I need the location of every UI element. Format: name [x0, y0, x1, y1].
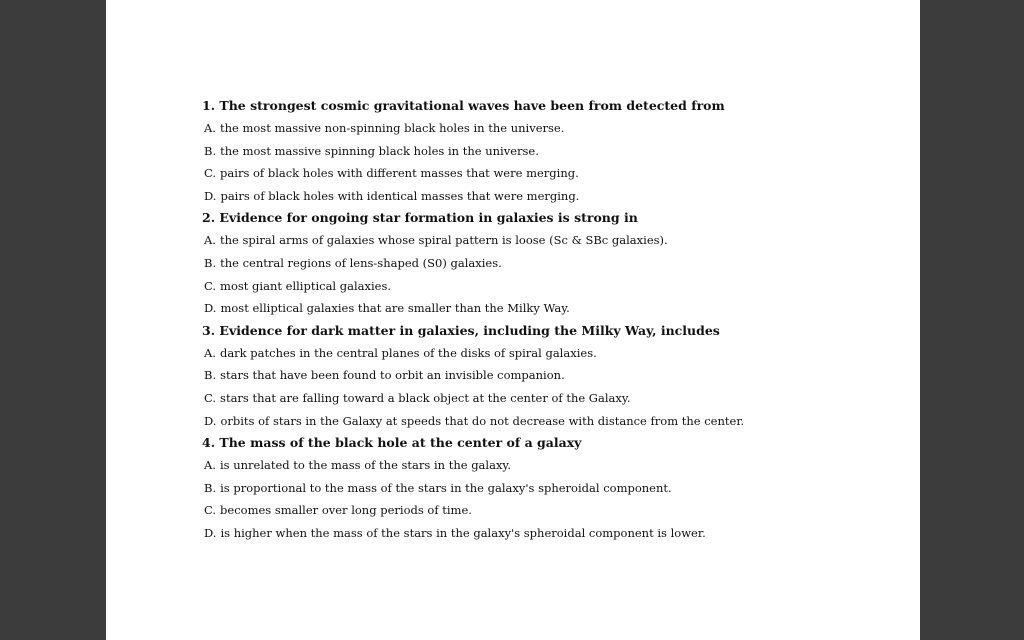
option-c — [202, 387, 902, 410]
question-text: The strongest cosmic gravitational waves have been from detected from — [219, 98, 725, 113]
option-a — [202, 454, 902, 477]
option-text: the most massive non-spinning black holes in the universe. — [219, 121, 565, 135]
question-heading — [202, 320, 902, 341]
option-text: the central regions of lens-shaped (S0) galaxies. — [220, 255, 502, 270]
option-a — [202, 117, 902, 140]
option-text: stars that are falling toward a black object at the center of the Galaxy. — [220, 390, 631, 405]
option-text: is unrelated to the mass of the stars in the galaxy. — [219, 458, 512, 473]
option-letter: D. — [204, 413, 217, 428]
option-c — [202, 499, 902, 522]
option-letter: A. — [204, 345, 216, 360]
option-letter: D. — [204, 188, 217, 203]
option-text: pairs of black holes with different masses that were merging. — [220, 166, 579, 181]
option-letter: D. — [204, 301, 217, 316]
option-letter: C. — [204, 278, 217, 293]
question-heading — [202, 95, 902, 116]
question-heading — [202, 432, 902, 453]
option-letter: B. — [204, 255, 217, 270]
option-letter: B. — [204, 480, 217, 495]
option-b — [202, 477, 902, 500]
option-d — [202, 297, 902, 320]
option-c — [202, 275, 902, 298]
option-d — [202, 410, 902, 433]
question-3 — [202, 320, 902, 432]
option-b — [202, 364, 902, 387]
option-text: the spiral arms of galaxies whose spiral pattern is loose (Sc & SBc galaxies). — [219, 233, 668, 248]
option-a — [202, 229, 902, 252]
question-number: 1. — [202, 98, 216, 113]
option-a — [202, 342, 902, 365]
option-text: stars that have been found to orbit an invisible companion. — [220, 368, 565, 383]
question-text: Evidence for ongoing star formation in galaxies is strong in — [219, 210, 638, 226]
option-letter: D. — [204, 525, 217, 540]
option-letter: C. — [204, 166, 217, 181]
option-letter: C. — [204, 390, 217, 405]
option-d — [202, 522, 902, 545]
question-number: 2. — [202, 210, 216, 226]
question-1 — [202, 95, 902, 207]
option-text: is proportional to the mass of the stars in the galaxy's spheroidal component. — [220, 480, 672, 495]
document-page — [106, 0, 920, 640]
option-text: most giant elliptical galaxies. — [220, 278, 392, 293]
question-list — [202, 95, 902, 545]
option-text: pairs of black holes with identical masses that were merging. — [220, 188, 580, 203]
option-text: the most massive spinning black holes in the universe. — [220, 143, 539, 158]
option-letter: A. — [204, 233, 216, 248]
option-letter: B. — [204, 143, 217, 158]
question-text: The mass of the black hole at the center of a galaxy — [219, 435, 582, 451]
option-text: dark patches in the central planes of the disks of spiral galaxies. — [219, 345, 597, 360]
option-text: orbits of stars in the Galaxy at speeds that do not decrease with distance from the center. — [220, 413, 745, 428]
option-d — [202, 185, 902, 208]
option-b — [202, 140, 902, 163]
option-letter: A. — [204, 458, 216, 473]
option-c — [202, 162, 902, 185]
option-b — [202, 252, 902, 275]
question-4 — [202, 432, 902, 544]
option-text: becomes smaller over long periods of time. — [220, 503, 472, 518]
question-number: 3. — [202, 322, 216, 338]
option-text: is higher when the mass of the stars in the galaxy's spheroidal component is lower. — [220, 525, 706, 540]
question-text: Evidence for dark matter in galaxies, including the Milky Way, includes — [219, 322, 720, 338]
question-heading — [202, 207, 902, 228]
option-text: most elliptical galaxies that are smaller than the Milky Way. — [220, 301, 570, 316]
option-letter: C. — [204, 503, 217, 518]
option-letter: A. — [204, 121, 216, 135]
question-number: 4. — [202, 435, 216, 451]
option-letter: B. — [204, 368, 217, 383]
question-2 — [202, 207, 902, 319]
